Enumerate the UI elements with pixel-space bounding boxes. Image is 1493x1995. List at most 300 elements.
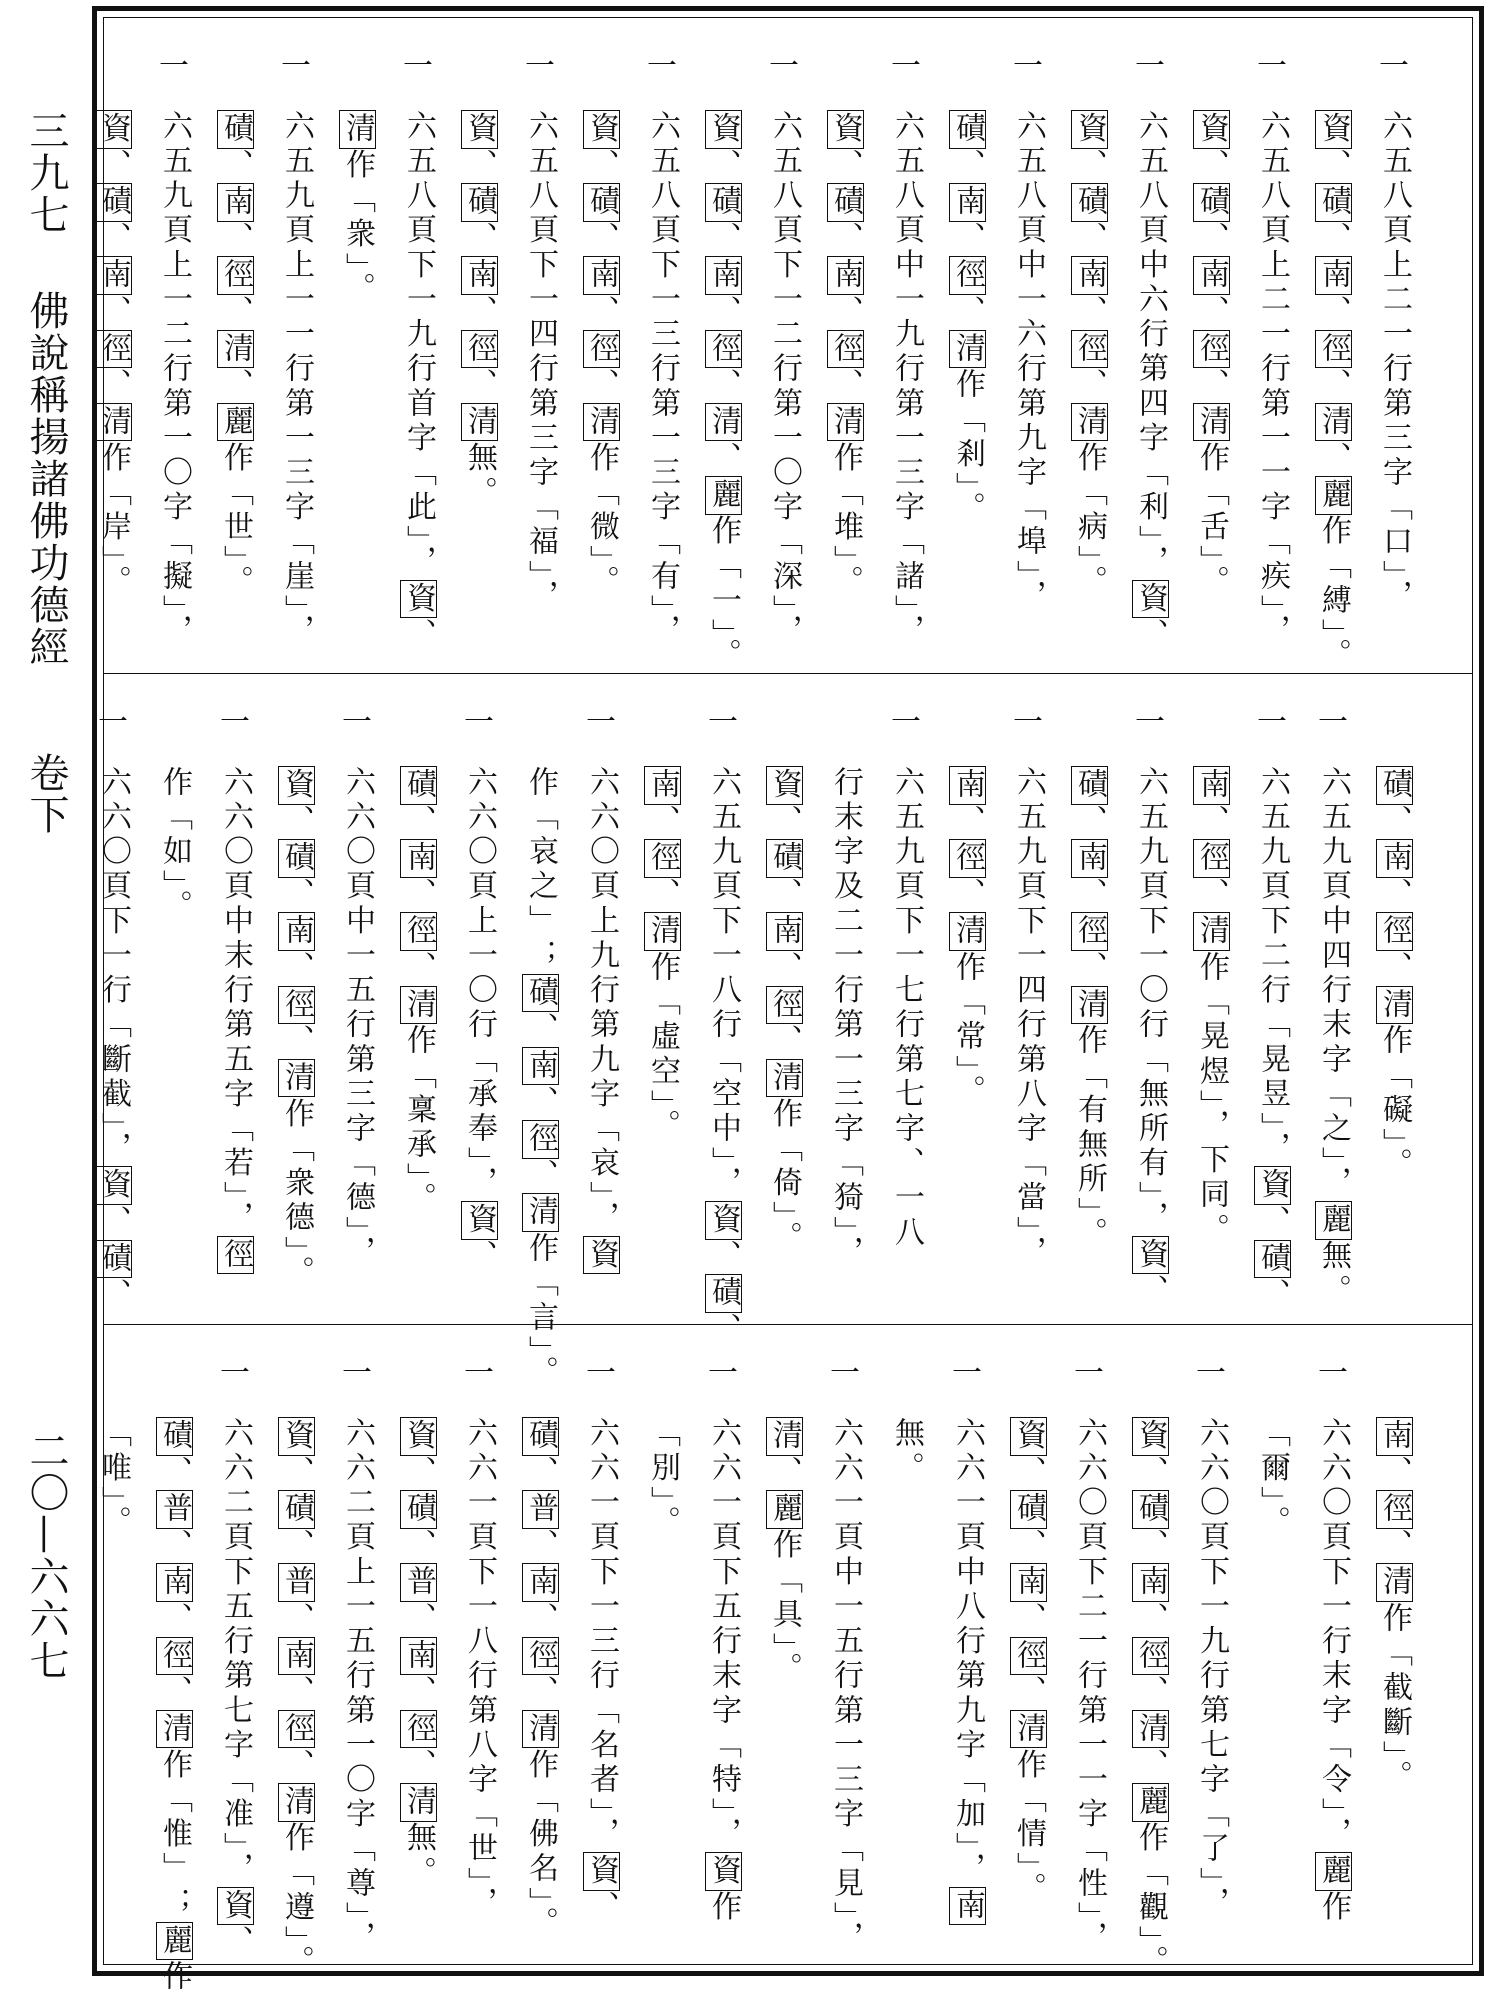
collation-column bbox=[815, 18, 875, 673]
collation-column bbox=[1242, 1325, 1302, 1968]
entry-marker: 一 bbox=[281, 49, 311, 84]
edition-siglum: 磧 bbox=[584, 185, 619, 220]
collation-note: 六六一頁中八行第九字「加」，南 bbox=[950, 1417, 985, 1924]
collation-note: 六五九頁上一一行第一三字「崖」， bbox=[279, 110, 314, 649]
collation-note: 六五八頁下一九行首字「此」，資、 bbox=[401, 110, 436, 653]
collation-note: 無。 bbox=[889, 1417, 924, 1487]
page-margin bbox=[0, 0, 90, 1984]
collation-column bbox=[1303, 1325, 1363, 1968]
collation-note: 六五九頁上一二行第一〇字「擬」， bbox=[157, 110, 192, 649]
edition-siglum: 徑 bbox=[1316, 331, 1351, 367]
edition-siglum: 清 bbox=[1194, 914, 1229, 950]
edition-siglum: 麗 bbox=[218, 404, 253, 440]
edition-siglum: 磧 bbox=[1072, 185, 1107, 220]
collation-column bbox=[632, 674, 692, 1324]
edition-siglum: 資 bbox=[462, 1202, 497, 1238]
edition-siglum: 資 bbox=[1072, 112, 1107, 147]
edition-siglum: 清 bbox=[767, 1060, 802, 1096]
collation-column bbox=[1120, 674, 1180, 1324]
collation-note: 六五九頁下二行「晃昱」，資、磧、 bbox=[1255, 766, 1290, 1313]
collation-column bbox=[754, 18, 814, 673]
edition-siglum: 清 bbox=[401, 1785, 436, 1820]
entry-marker: 一 bbox=[952, 1356, 982, 1391]
collation-note: 「唯」。 bbox=[96, 1417, 131, 1541]
edition-siglum: 磧 bbox=[950, 112, 985, 147]
edition-siglum: 南 bbox=[279, 914, 314, 950]
collation-note: 六六二頁下五行第七字「准」，資、 bbox=[218, 1417, 253, 1960]
collation-note: 六五九頁下一八行「空中」，資、磧、 bbox=[706, 766, 741, 1348]
collation-note: 六六〇頁上一〇行「承奉」，資、 bbox=[462, 766, 497, 1275]
edition-siglum: 資 bbox=[279, 768, 314, 803]
edition-siglum: 徑 bbox=[157, 1638, 192, 1674]
collation-note: 資、磧、南、徑、清作「舌」。 bbox=[1194, 112, 1229, 600]
edition-siglum: 清 bbox=[1194, 404, 1229, 440]
collation-column bbox=[205, 674, 265, 1324]
edition-siglum: 資 bbox=[584, 1853, 619, 1889]
entry-marker: 一 bbox=[647, 49, 677, 84]
collation-column bbox=[998, 1325, 1058, 1968]
edition-siglum: 徑 bbox=[1133, 1638, 1168, 1674]
collation-column bbox=[83, 1325, 143, 1968]
collation-column bbox=[1059, 18, 1119, 673]
edition-siglum: 磧 bbox=[1377, 768, 1412, 803]
entry-marker: 一 bbox=[1135, 705, 1165, 740]
collation-column bbox=[1364, 674, 1424, 1324]
edition-siglum: 磧 bbox=[1072, 768, 1107, 803]
edition-siglum: 資 bbox=[401, 581, 436, 617]
collation-column bbox=[266, 674, 326, 1324]
collation-column bbox=[1242, 674, 1302, 1324]
edition-siglum: 磧 bbox=[96, 185, 131, 220]
collation-column bbox=[632, 18, 692, 673]
collation-column bbox=[388, 18, 448, 673]
edition-siglum: 清 bbox=[1072, 987, 1107, 1023]
collation-column bbox=[388, 1325, 448, 1968]
edition-siglum: 麗 bbox=[1316, 1202, 1351, 1238]
entry-marker: 一 bbox=[708, 1356, 738, 1391]
collation-note: 六五八頁上二一行第三字「口」， bbox=[1377, 110, 1412, 615]
collation-column bbox=[1120, 1325, 1180, 1980]
edition-siglum: 清 bbox=[462, 404, 497, 440]
edition-siglum: 徑 bbox=[706, 331, 741, 367]
edition-siglum: 南 bbox=[1194, 258, 1229, 294]
collation-column bbox=[510, 1325, 570, 1968]
edition-siglum: 南 bbox=[950, 1888, 985, 1924]
collation-column bbox=[1364, 18, 1424, 673]
edition-siglum: 磧 bbox=[401, 1492, 436, 1527]
edition-siglum: 清 bbox=[523, 1711, 558, 1747]
edition-siglum: 南 bbox=[828, 258, 863, 294]
edition-siglum: 磧 bbox=[828, 185, 863, 220]
edition-siglum: 清 bbox=[645, 914, 680, 950]
collation-note: 磧、南、徑、清作「礙」。 bbox=[1377, 768, 1412, 1183]
collation-note: 作「如」。 bbox=[157, 766, 192, 925]
edition-siglum: 南 bbox=[1377, 1419, 1412, 1454]
edition-siglum: 徑 bbox=[523, 1122, 558, 1157]
collation-column bbox=[876, 1325, 936, 1968]
collation-note: 六五八頁中一六行第九字「埠」， bbox=[1011, 110, 1046, 615]
edition-siglum: 清 bbox=[401, 987, 436, 1023]
collation-column bbox=[815, 674, 875, 1324]
edition-siglum: 徑 bbox=[1011, 1638, 1046, 1674]
collation-note: 六五八頁上二一行第一一字「疾」， bbox=[1255, 110, 1290, 649]
entry-marker: 一 bbox=[1257, 705, 1287, 740]
collation-column bbox=[693, 1325, 753, 1968]
edition-siglum: 徑 bbox=[218, 1237, 253, 1273]
entry-marker: 一 bbox=[342, 705, 372, 740]
edition-siglum: 磧 bbox=[767, 841, 802, 876]
collation-note: 六六〇頁下一行末字「令」，麗作 bbox=[1316, 1417, 1351, 1926]
collation-note: 作「哀之」；磧、南、徑、清作「言」。 bbox=[523, 766, 558, 1390]
edition-siglum: 清 bbox=[767, 1419, 802, 1454]
edition-siglum: 資 bbox=[706, 112, 741, 147]
collation-note: 清作「衆」。 bbox=[340, 112, 375, 307]
collation-note: 六六〇頁下一九行第七字「了」， bbox=[1194, 1417, 1229, 1922]
collation-column bbox=[998, 674, 1058, 1324]
edition-siglum: 徑 bbox=[645, 841, 680, 876]
collation-column bbox=[1120, 18, 1180, 673]
collation-note: 六五九頁下一七行第七字、一八 bbox=[889, 766, 924, 1251]
edition-siglum: 磧 bbox=[1316, 185, 1351, 220]
collation-note: 「爾」。 bbox=[1255, 1417, 1290, 1541]
edition-siglum: 南 bbox=[1194, 768, 1229, 803]
entry-marker: 一 bbox=[464, 1356, 494, 1391]
entry-marker: 一 bbox=[1196, 1356, 1226, 1391]
edition-siglum: 南 bbox=[706, 258, 741, 294]
edition-siglum: 清 bbox=[1072, 404, 1107, 440]
edition-siglum: 資 bbox=[96, 1168, 131, 1203]
edition-siglum: 南 bbox=[279, 1638, 314, 1674]
edition-siglum: 清 bbox=[1377, 987, 1412, 1023]
edition-siglum: 清 bbox=[706, 404, 741, 440]
collation-note: 六五八頁下一三行第一三字「有」， bbox=[645, 110, 680, 649]
text-area bbox=[96, 17, 1473, 1995]
edition-siglum: 資 bbox=[584, 1237, 619, 1273]
edition-siglum: 清 bbox=[279, 1785, 314, 1820]
text-band-lower bbox=[96, 1325, 1472, 1995]
collation-column bbox=[1364, 1325, 1424, 1968]
collation-column bbox=[510, 674, 570, 1390]
edition-siglum: 徑 bbox=[1194, 841, 1229, 876]
edition-siglum: 資 bbox=[584, 112, 619, 147]
entry-marker: 一 bbox=[586, 1356, 616, 1391]
collation-column bbox=[327, 674, 387, 1324]
edition-siglum: 徑 bbox=[950, 258, 985, 294]
collation-note: 磧、南、徑、清、麗作「世」。 bbox=[218, 112, 253, 600]
collation-column bbox=[83, 18, 143, 673]
collation-note: 六六一頁中一五行第一三字「見」， bbox=[828, 1417, 863, 1956]
edition-siglum: 徑 bbox=[828, 331, 863, 367]
page-frame bbox=[92, 6, 1484, 1995]
collation-note: 磧、南、徑、清作「稟承」。 bbox=[401, 768, 436, 1217]
edition-siglum: 資 bbox=[218, 1888, 253, 1924]
edition-siglum: 磧 bbox=[706, 1276, 741, 1311]
entry-marker: 一 bbox=[769, 49, 799, 84]
edition-siglum: 南 bbox=[523, 1565, 558, 1601]
collation-note: 六五九頁下一〇行「無所有」，資、 bbox=[1133, 766, 1168, 1309]
collation-note: 南、徑、清作「截斷」。 bbox=[1377, 1419, 1412, 1795]
collation-note: 六五八頁下一四行第三字「福」， bbox=[523, 110, 558, 615]
edition-siglum: 普 bbox=[157, 1492, 192, 1527]
edition-siglum: 資 bbox=[1255, 1168, 1290, 1203]
edition-siglum: 徑 bbox=[1072, 331, 1107, 367]
collation-note: 六六〇頁下二一行第一一字「性」， bbox=[1072, 1417, 1107, 1956]
edition-siglum: 磧 bbox=[96, 1241, 131, 1277]
edition-siglum: 南 bbox=[401, 1638, 436, 1674]
entry-marker: 一 bbox=[464, 705, 494, 740]
entry-marker: 一 bbox=[1013, 49, 1043, 84]
edition-siglum: 徑 bbox=[401, 914, 436, 950]
collation-note: 行末字及二一行第一三字「猗」， bbox=[828, 766, 863, 1271]
collation-column bbox=[1181, 674, 1241, 1324]
collation-note: 資、磧、南、徑、清作「病」。 bbox=[1072, 112, 1107, 600]
edition-siglum: 普 bbox=[279, 1565, 314, 1601]
edition-siglum: 清 bbox=[279, 1060, 314, 1096]
edition-siglum: 南 bbox=[1377, 841, 1412, 876]
collation-column bbox=[144, 1325, 204, 1995]
collation-column bbox=[1242, 18, 1302, 673]
edition-siglum: 資 bbox=[462, 112, 497, 147]
edition-siglum: 資 bbox=[706, 1202, 741, 1238]
collation-column bbox=[571, 18, 631, 673]
collation-column bbox=[693, 674, 753, 1348]
edition-siglum: 資 bbox=[828, 112, 863, 147]
collation-note: 資、磧、南、徑、清作「微」。 bbox=[584, 112, 619, 600]
edition-siglum: 南 bbox=[462, 258, 497, 294]
entry-marker: 一 bbox=[1013, 705, 1043, 740]
collation-note: 資、磧、南、徑、清作「倚」。 bbox=[767, 768, 802, 1256]
edition-siglum: 南 bbox=[645, 768, 680, 803]
edition-siglum: 資 bbox=[279, 1419, 314, 1454]
collation-column bbox=[1303, 18, 1363, 673]
collation-note: 六六〇頁上九行第九字「哀」，資 bbox=[584, 766, 619, 1273]
edition-siglum: 麗 bbox=[1316, 1853, 1351, 1889]
collation-note: 資、磧、南、徑、清、麗作「一」。 bbox=[706, 112, 741, 673]
edition-siglum: 普 bbox=[401, 1565, 436, 1601]
collation-note: 南、徑、清作「常」。 bbox=[950, 768, 985, 1110]
collation-column bbox=[205, 1325, 265, 1968]
edition-siglum: 清 bbox=[584, 404, 619, 440]
entry-marker: 一 bbox=[220, 1356, 250, 1391]
edition-siglum: 磧 bbox=[1255, 1241, 1290, 1277]
collation-column bbox=[388, 674, 448, 1324]
collation-note: 六六〇頁中末行第五字「若」，徑 bbox=[218, 766, 253, 1273]
edition-siglum: 磧 bbox=[523, 1419, 558, 1454]
collation-note: 資、磧、南、徑、清作「堆」。 bbox=[828, 112, 863, 600]
collation-column bbox=[327, 18, 387, 673]
collation-column bbox=[449, 18, 509, 673]
collation-note: 資、磧、南、徑、清、麗作「縛」。 bbox=[1316, 112, 1351, 673]
edition-siglum: 麗 bbox=[706, 478, 741, 513]
collation-column bbox=[144, 674, 204, 1324]
collation-column bbox=[693, 18, 753, 673]
edition-siglum: 南 bbox=[1133, 1565, 1168, 1601]
edition-siglum: 資 bbox=[1133, 581, 1168, 617]
collation-note: 磧、南、徑、清作「有無所」。 bbox=[1072, 768, 1107, 1252]
edition-siglum: 南 bbox=[950, 185, 985, 220]
edition-siglum: 南 bbox=[1072, 258, 1107, 294]
edition-siglum: 清 bbox=[1316, 404, 1351, 440]
edition-siglum: 清 bbox=[1377, 1565, 1412, 1601]
collation-column bbox=[754, 1325, 814, 1968]
edition-siglum: 清 bbox=[523, 1195, 558, 1230]
entry-marker: 一 bbox=[159, 49, 189, 84]
fascicle-label: 卷下 bbox=[23, 752, 69, 836]
collation-column bbox=[449, 674, 509, 1324]
collation-note: 「別」。 bbox=[645, 1417, 680, 1541]
collation-column bbox=[1303, 674, 1363, 1324]
entry-marker: 一 bbox=[525, 49, 555, 84]
collation-note: 磧、普、南、徑、清作「惟」；麗作 bbox=[157, 1419, 192, 1995]
collation-note: 清、麗作「具」。 bbox=[767, 1419, 802, 1687]
edition-siglum: 磧 bbox=[1133, 1492, 1168, 1527]
collation-note: 資、磧、南、徑、清作「岸」。 bbox=[96, 112, 131, 600]
collation-note: 資、磧、普、南、徑、清作「遵」。 bbox=[279, 1419, 314, 1980]
edition-siglum: 資 bbox=[1194, 112, 1229, 147]
collation-note: 資、磧、南、徑、清作「衆德」。 bbox=[279, 768, 314, 1291]
entry-marker: 一 bbox=[342, 1356, 372, 1391]
edition-siglum: 南 bbox=[96, 258, 131, 294]
edition-siglum: 磧 bbox=[1194, 185, 1229, 220]
edition-siglum: 南 bbox=[950, 768, 985, 803]
entry-marker: 一 bbox=[1318, 1356, 1348, 1391]
edition-siglum: 徑 bbox=[584, 331, 619, 367]
edition-siglum: 資 bbox=[401, 1419, 436, 1454]
edition-siglum: 徑 bbox=[279, 1711, 314, 1747]
collation-column bbox=[754, 674, 814, 1324]
collation-column bbox=[937, 18, 997, 673]
edition-siglum: 清 bbox=[157, 1711, 192, 1747]
edition-siglum: 清 bbox=[1011, 1711, 1046, 1747]
collation-column bbox=[266, 18, 326, 673]
collation-column bbox=[1059, 1325, 1119, 1968]
collation-note: 資、磧、南、徑、清作「情」。 bbox=[1011, 1419, 1046, 1907]
collation-note: 資、磧、南、徑、清無。 bbox=[462, 112, 497, 511]
edition-siglum: 資 bbox=[96, 112, 131, 147]
edition-siglum: 徑 bbox=[1377, 914, 1412, 950]
collation-column bbox=[1059, 674, 1119, 1324]
entry-marker: 一 bbox=[891, 49, 921, 84]
edition-siglum: 清 bbox=[950, 914, 985, 950]
edition-siglum: 徑 bbox=[1194, 331, 1229, 367]
sutra-title: 佛說稱揚諸佛功德經 bbox=[23, 290, 69, 668]
collation-column bbox=[449, 1325, 509, 1968]
edition-siglum: 南 bbox=[157, 1565, 192, 1601]
folio-number: 二〇—六六七 bbox=[23, 1430, 69, 1682]
edition-siglum: 普 bbox=[523, 1492, 558, 1527]
entry-marker: 一 bbox=[403, 49, 433, 84]
edition-siglum: 徑 bbox=[1072, 914, 1107, 950]
edition-siglum: 徑 bbox=[462, 331, 497, 367]
edition-siglum: 資 bbox=[1133, 1237, 1168, 1273]
edition-siglum: 清 bbox=[340, 112, 375, 147]
collation-column bbox=[876, 674, 936, 1324]
edition-siglum: 磧 bbox=[706, 185, 741, 220]
collation-note: 六六二頁上一五行第一〇字「尊」， bbox=[340, 1417, 375, 1956]
collation-note: 六五八頁中六行第四字「利」，資、 bbox=[1133, 110, 1168, 653]
edition-siglum: 磧 bbox=[218, 112, 253, 147]
collation-column bbox=[937, 1325, 997, 1968]
edition-siglum: 徑 bbox=[767, 987, 802, 1023]
collation-note: 六五八頁下一二行第一〇字「深」， bbox=[767, 110, 802, 649]
collation-note: 六六一頁下一三行「名者」，資、 bbox=[584, 1417, 619, 1926]
collation-column bbox=[510, 18, 570, 673]
collation-column bbox=[1181, 18, 1241, 673]
collation-note: 資、磧、南、徑、清、麗作「觀」。 bbox=[1133, 1419, 1168, 1980]
collation-note: 六五八頁中一九行第一三字「諸」， bbox=[889, 110, 924, 649]
entry-marker: 一 bbox=[98, 705, 128, 740]
edition-siglum: 徑 bbox=[401, 1711, 436, 1747]
edition-siglum: 磧 bbox=[462, 185, 497, 220]
collation-column bbox=[937, 674, 997, 1324]
edition-siglum: 南 bbox=[1011, 1565, 1046, 1601]
entry-marker: 一 bbox=[1318, 705, 1348, 740]
collation-note: 資、磧、普、南、徑、清無。 bbox=[401, 1419, 436, 1891]
page-number: 三九七 bbox=[23, 110, 69, 236]
collation-column bbox=[266, 1325, 326, 1980]
edition-siglum: 麗 bbox=[767, 1492, 802, 1527]
entry-marker: 一 bbox=[1135, 49, 1165, 84]
entry-marker: 一 bbox=[220, 705, 250, 740]
collation-note: 六五九頁下一四行第八字「當」， bbox=[1011, 766, 1046, 1271]
entry-marker: 一 bbox=[830, 1356, 860, 1391]
edition-siglum: 磧 bbox=[523, 975, 558, 1011]
edition-siglum: 徑 bbox=[523, 1638, 558, 1674]
edition-siglum: 麗 bbox=[1133, 1785, 1168, 1820]
edition-siglum: 南 bbox=[401, 841, 436, 876]
edition-siglum: 徑 bbox=[218, 258, 253, 294]
text-band-middle bbox=[96, 674, 1472, 1390]
collation-column bbox=[1181, 1325, 1241, 1968]
collation-column bbox=[327, 1325, 387, 1968]
edition-siglum: 徑 bbox=[950, 841, 985, 876]
entry-marker: 一 bbox=[891, 705, 921, 740]
edition-siglum: 資 bbox=[767, 768, 802, 803]
collation-note: 磧、南、徑、清作「剎」。 bbox=[950, 112, 985, 527]
edition-siglum: 徑 bbox=[279, 987, 314, 1023]
edition-siglum: 磧 bbox=[157, 1419, 192, 1454]
collation-note: 南、徑、清作「晃煜」，下同。 bbox=[1194, 768, 1229, 1248]
edition-siglum: 磧 bbox=[1011, 1492, 1046, 1527]
collation-note: 六六〇頁下一行「斷截」，資、磧、 bbox=[96, 766, 131, 1313]
edition-siglum: 資 bbox=[1011, 1419, 1046, 1454]
collation-column bbox=[83, 674, 143, 1324]
entry-marker: 一 bbox=[1379, 49, 1409, 84]
edition-siglum: 清 bbox=[950, 331, 985, 367]
collation-note: 南、徑、清作「虛空」。 bbox=[645, 768, 680, 1144]
edition-siglum: 南 bbox=[218, 185, 253, 220]
edition-siglum: 清 bbox=[218, 331, 253, 367]
edition-siglum: 資 bbox=[706, 1853, 741, 1889]
edition-siglum: 磧 bbox=[279, 841, 314, 876]
collation-column bbox=[632, 1325, 692, 1968]
edition-siglum: 磧 bbox=[279, 1492, 314, 1527]
collation-note: 磧、普、南、徑、清作「佛名」。 bbox=[523, 1419, 558, 1942]
collation-note: 六六一頁下一八行第八字「世」， bbox=[462, 1417, 497, 1922]
edition-siglum: 磧 bbox=[401, 768, 436, 803]
collation-column bbox=[815, 1325, 875, 1968]
edition-siglum: 南 bbox=[523, 1048, 558, 1084]
collation-note: 六六〇頁中一五行第三字「德」， bbox=[340, 766, 375, 1271]
entry-marker: 一 bbox=[708, 705, 738, 740]
collation-note: 六六一頁下五行末字「特」，資作 bbox=[706, 1417, 741, 1926]
collation-column bbox=[144, 18, 204, 673]
collation-column bbox=[876, 18, 936, 673]
collation-column bbox=[571, 674, 631, 1324]
collation-note: 六五九頁中四行末字「之」，麗無。 bbox=[1316, 766, 1351, 1309]
entry-marker: 一 bbox=[1074, 1356, 1104, 1391]
collation-column bbox=[205, 18, 265, 673]
